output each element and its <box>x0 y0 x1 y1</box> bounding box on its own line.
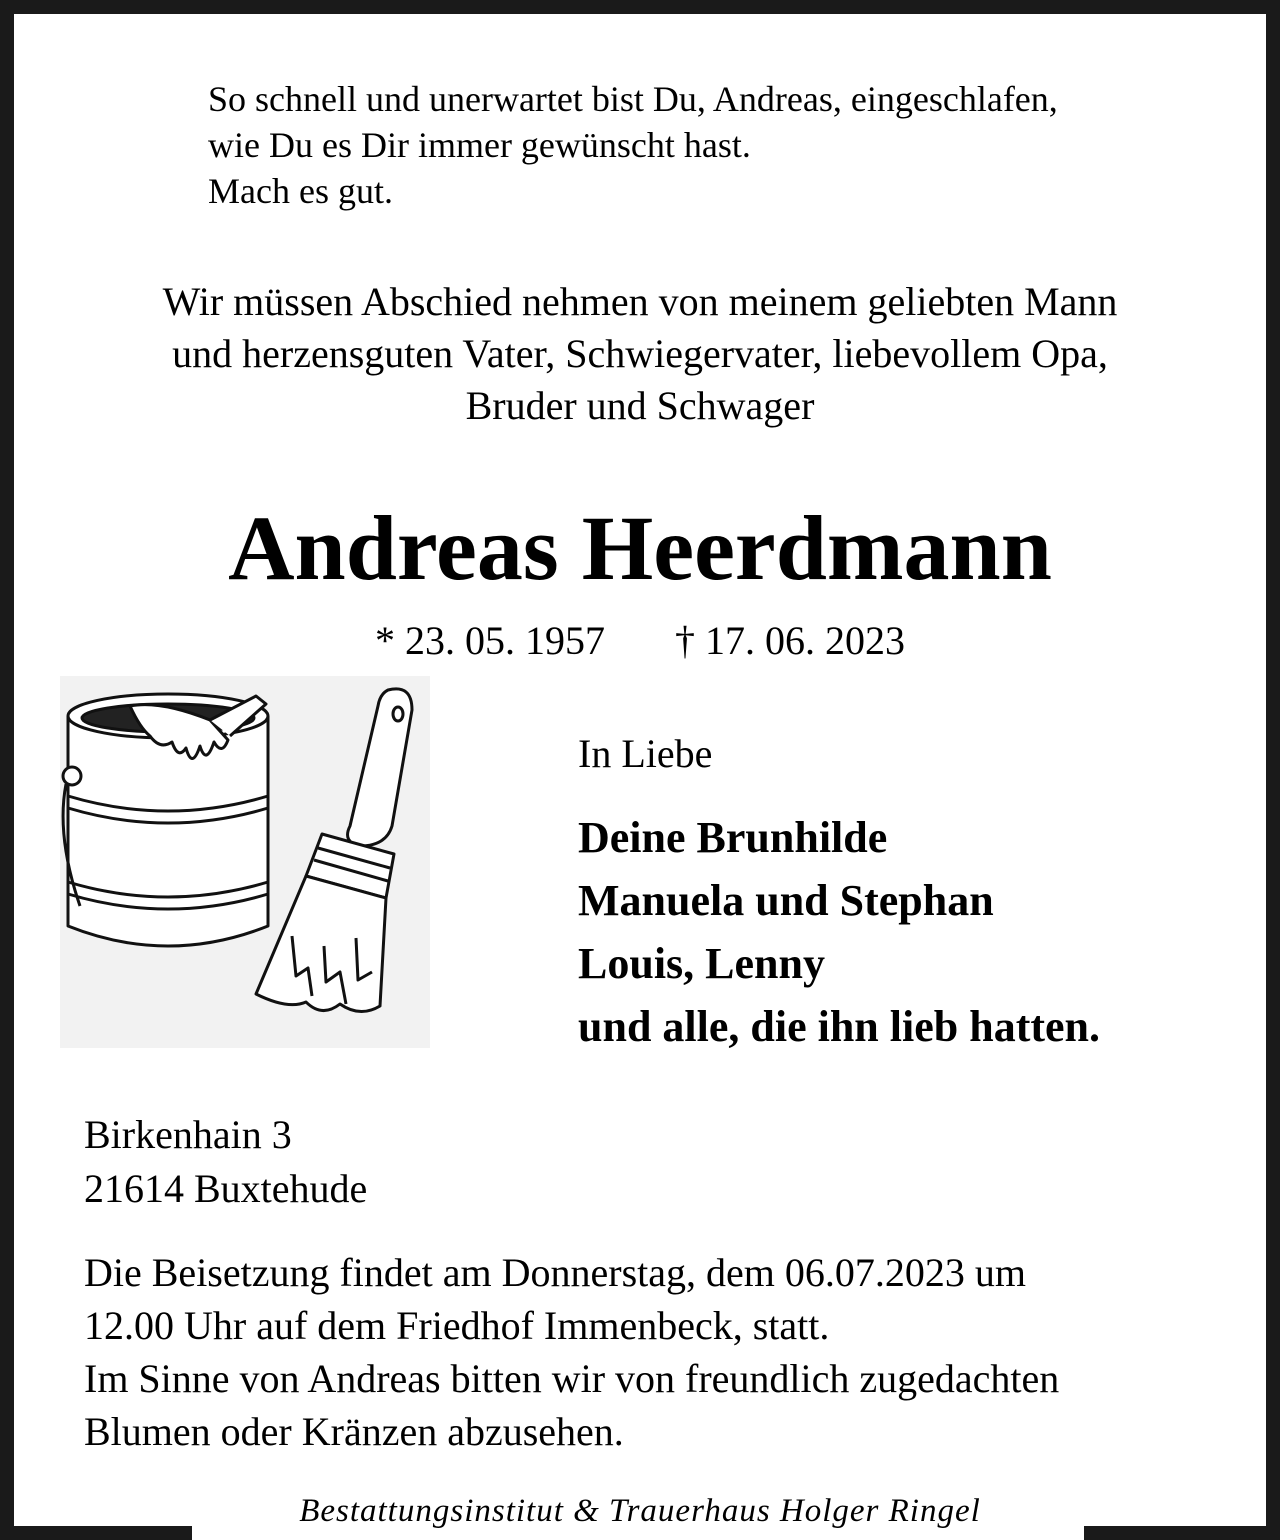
poem-line: wie Du es Dir immer gewünscht hast. <box>208 125 751 165</box>
mourner-line: und alle, die ihn lieb hatten. <box>578 1002 1101 1051</box>
mourners-list <box>578 806 1100 1058</box>
death-date: † 17. 06. 2023 <box>675 618 905 663</box>
deceased-name: Andreas Heerdmann <box>228 497 1052 599</box>
mourner-line: Deine Brunhilde <box>578 813 888 862</box>
notice-line: Blumen oder Kränzen abzusehen. <box>84 1409 624 1454</box>
mourner-line: Manuela und Stephan <box>578 876 994 925</box>
in-love-label: In Liebe <box>578 731 713 776</box>
intro-line: Bruder und Schwager <box>465 383 815 428</box>
mourner-line: Louis, Lenny <box>578 939 825 988</box>
notice-line: Die Beisetzung findet am Donnerstag, dem 06.07.2023 um <box>84 1250 1027 1295</box>
funeral-notice <box>84 1246 1059 1458</box>
notice-line: Im Sinne von Andreas bitten wir von freundlich zugedachten <box>84 1356 1060 1401</box>
city-line: 21614 Buxtehude <box>84 1166 368 1211</box>
poem <box>208 76 1058 214</box>
painter-illustration <box>60 676 430 1048</box>
street-line: Birkenhain 3 <box>84 1112 292 1157</box>
farewell-intro <box>0 276 1280 432</box>
paint-bucket-icon <box>63 694 268 946</box>
intro-line: und herzensguten Vater, Schwiegervater, liebevollem Opa, <box>172 331 1108 376</box>
poem-line: So schnell und unerwartet bist Du, Andreas, eingeschlafen, <box>208 79 1058 119</box>
intro-line: Wir müssen Abschied nehmen von meinem geliebten Mann <box>162 279 1118 324</box>
life-dates <box>0 615 1280 667</box>
address <box>84 1108 367 1216</box>
notice-line: 12.00 Uhr auf dem Friedhof Immenbeck, statt. <box>84 1303 830 1348</box>
birth-date: * 23. 05. 1957 <box>375 618 605 663</box>
poem-line: Mach es gut. <box>208 171 393 211</box>
funeral-home-credit: Bestattungsinstitut & Trauerhaus Holger Ringel <box>299 1493 981 1529</box>
